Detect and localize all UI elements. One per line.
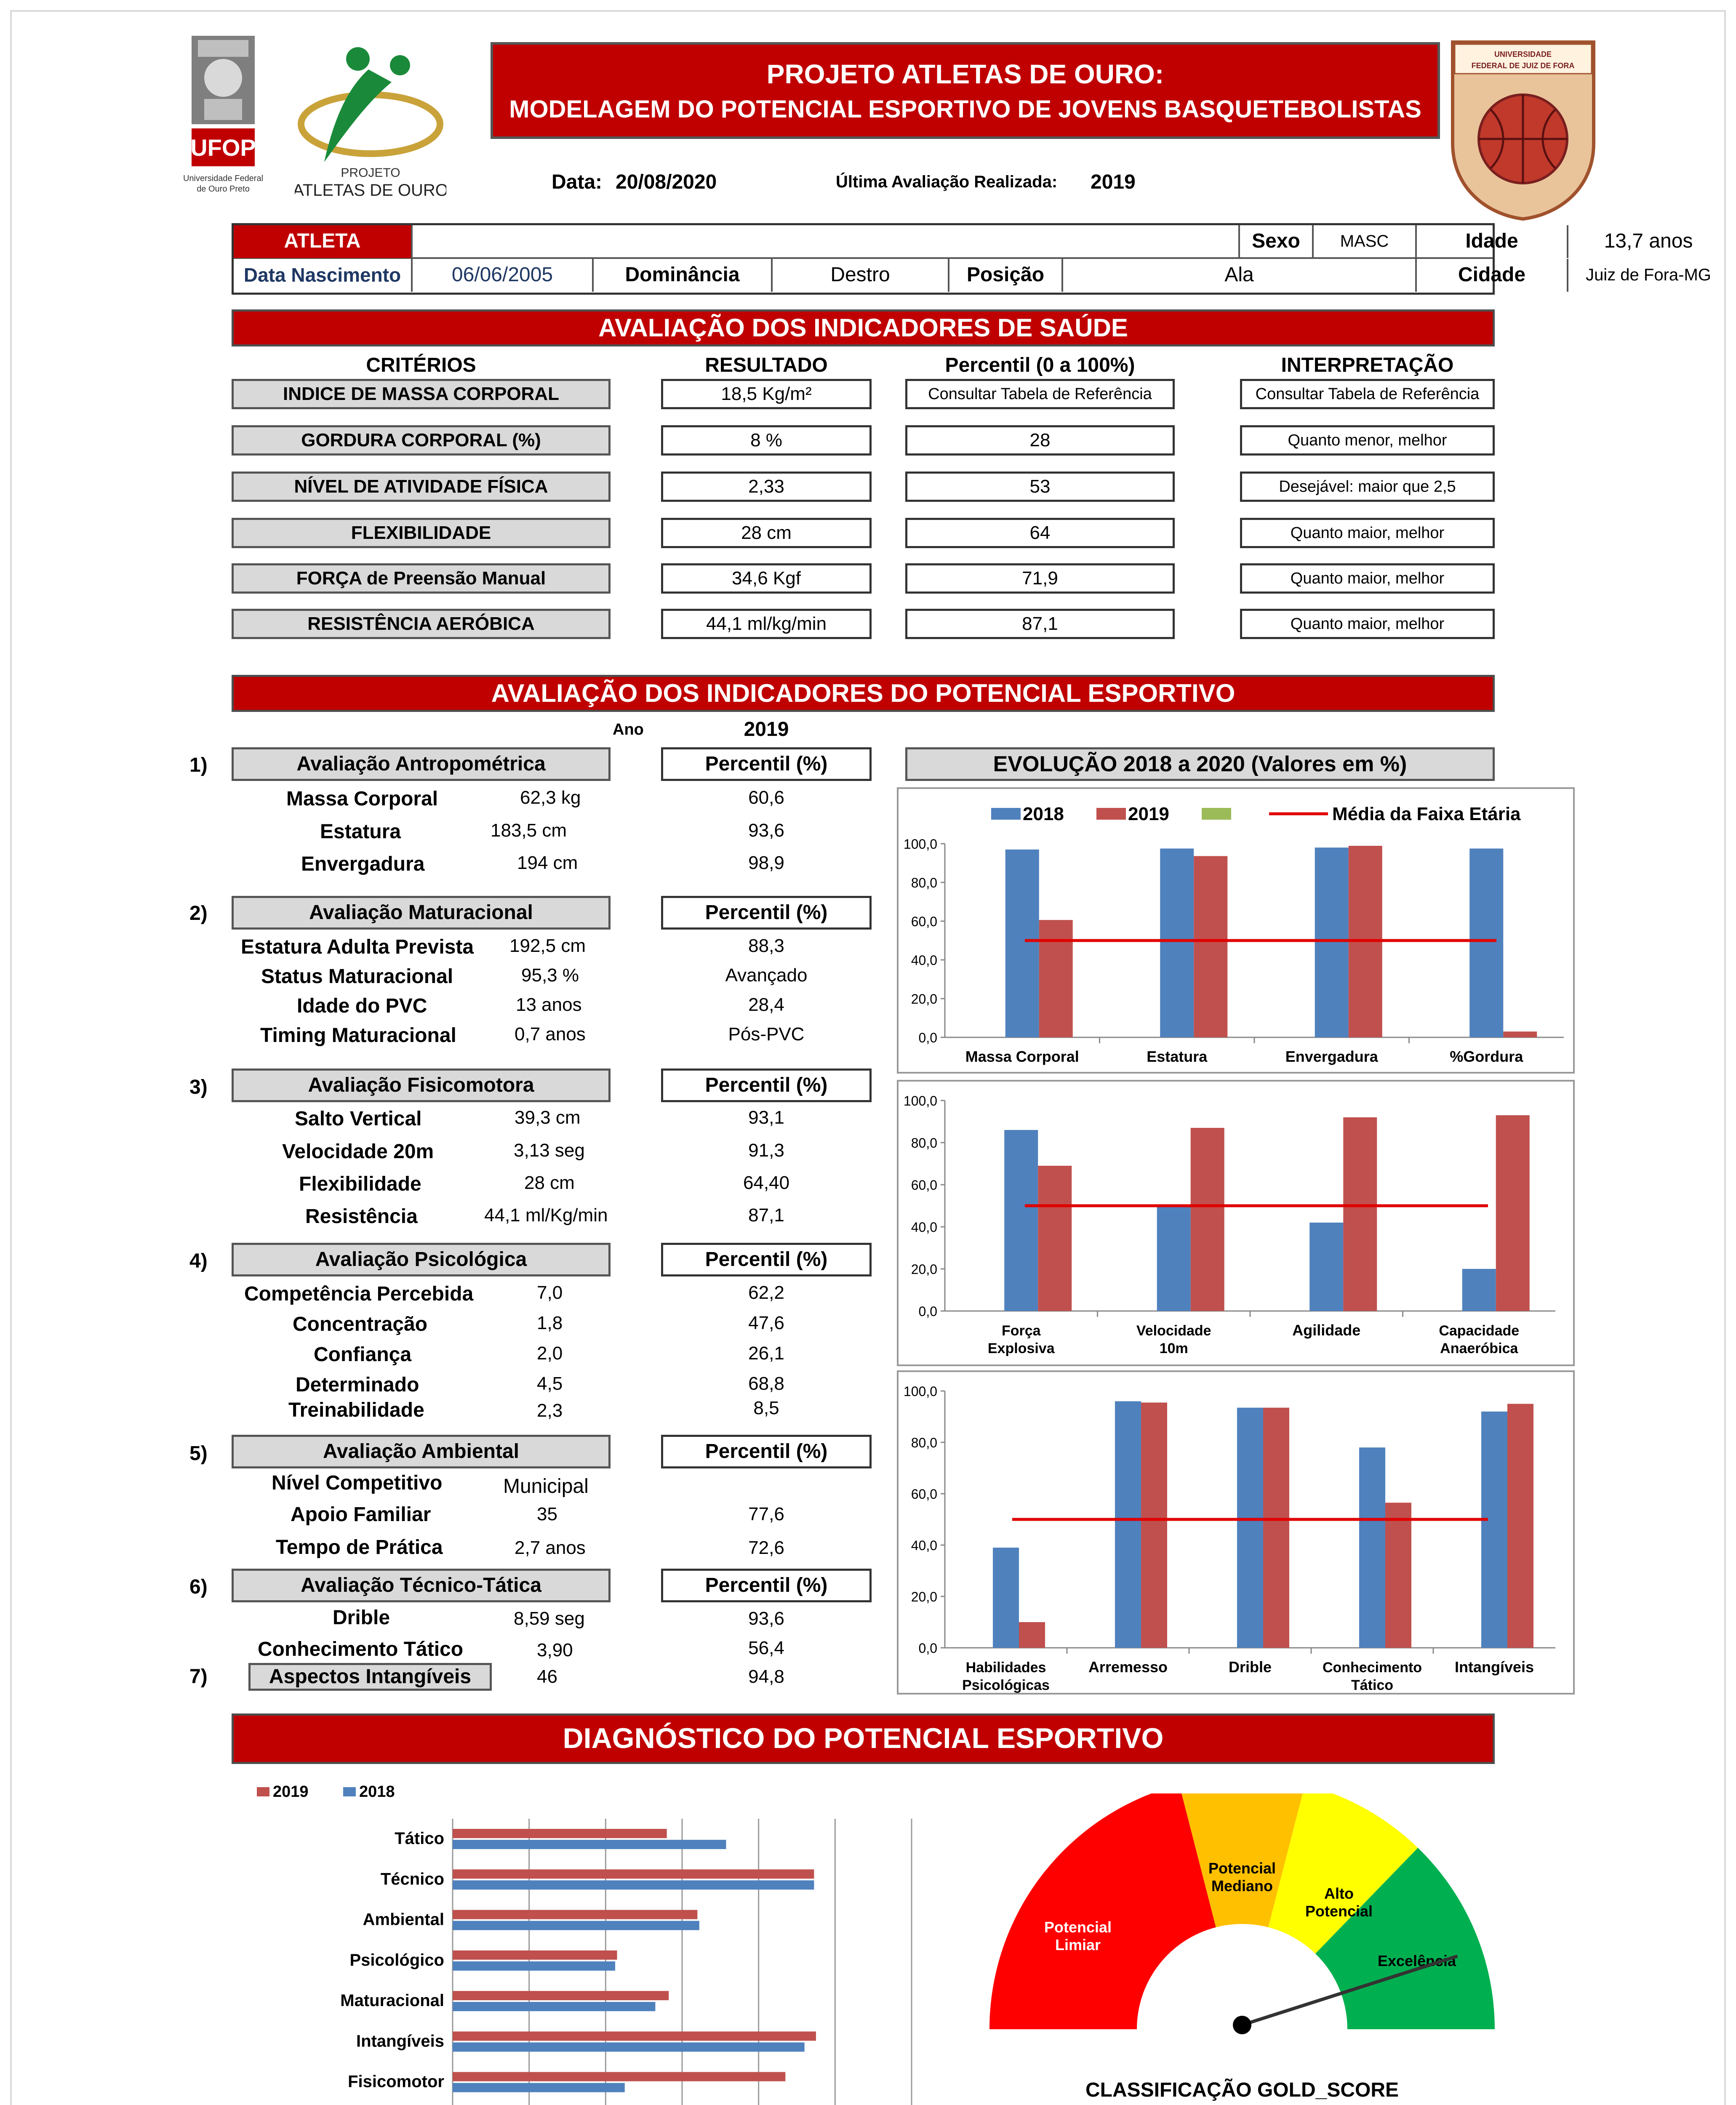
item-value: 62,3 kg [520,787,581,808]
health-criterion: INDICE DE MASSA CORPORAL [232,379,611,409]
bar-2018 [453,1921,699,1930]
item-percentile: 77,6 [748,1504,784,1524]
project-logo [295,40,446,204]
health-header-percentile: Percentil (0 a 100%) [945,354,1135,376]
legend-swatch-2020 [1202,808,1231,820]
item-percentile: 93,6 [748,820,784,841]
age-label: Idade [1417,225,1568,258]
item-name: Confiança [314,1343,412,1366]
y-tick-label: 40,0 [911,1220,937,1235]
item-percentile: 60,6 [748,787,784,808]
x-tick-label: Estatura [1147,1048,1208,1065]
item-name: Drible [333,1607,390,1629]
legend-label-average: Média da Faixa Etária [1332,804,1521,824]
health-result: 34,6 Kgf [661,563,872,594]
svg-text:UNIVERSIDADE: UNIVERSIDADE [1494,50,1552,59]
item-percentile: 93,6 [748,1608,784,1629]
y-tick-label: 80,0 [911,1435,937,1450]
item-percentile: 26,1 [748,1343,784,1364]
y-tick-label: 0,0 [918,1641,937,1656]
x-tick-label: Velocidade [1136,1323,1211,1339]
last-eval-label: Última Avaliação Realizada: [836,173,1058,191]
gauge-band-label: Limiar [1055,1936,1101,1953]
y-tick-label: Tático [395,1829,444,1848]
group-title-anthropometric: Avaliação Antropométrica [232,747,611,781]
item-name: Flexibilidade [299,1173,421,1195]
bar-2018 [1160,849,1194,1038]
bar-2018 [1237,1408,1263,1648]
ufop-logo [177,36,269,204]
city-value: Juiz de Fora-MG [1586,266,1711,284]
x-tick-label: Massa Corporal [965,1048,1079,1065]
item-percentile: Avançado [725,965,808,986]
item-percentile: 8,5 [753,1398,779,1418]
health-interpretation: Quanto maior, melhor [1240,518,1495,548]
y-tick-label: Psicológico [349,1950,444,1969]
diagnosis-section-banner: DIAGNÓSTICO DO POTENCIAL ESPORTIVO [232,1713,1495,1764]
x-tick-label: Drible [1228,1658,1272,1676]
potential-section-banner: AVALIAÇÃO DOS INDICADORES DO POTENCIAL ESPORTIVO [232,675,1495,712]
bar-2019 [1038,1166,1072,1311]
item-name: Resistência [305,1205,418,1228]
percentile-header: Percentil (%) [661,1243,872,1276]
x-tick-label: Habilidades [965,1660,1046,1676]
diagnosis-bar-chart [236,1772,952,2105]
gauge-title: CLASSIFICAÇÃO GOLD_SCORE [1085,2079,1399,2101]
bar-2019 [1141,1402,1167,1648]
item-value: 7,0 [537,1282,563,1303]
chart-physical [897,1080,1575,1366]
x-tick-label: Psicológicas [962,1677,1050,1693]
athlete-label: ATLETA [234,225,413,258]
item-percentile: 93,1 [748,1107,784,1128]
item-percentile: 72,6 [748,1537,784,1558]
date-label: Data: [552,171,603,193]
group-title-environmental: Avaliação Ambiental [232,1435,611,1468]
sex-label: Sexo [1240,225,1314,258]
legend-swatch-2018 [343,1787,356,1796]
item-name: Estatura [320,821,401,843]
y-tick-label: 60,0 [911,1178,937,1193]
group-number: 3) [189,1076,208,1098]
bar-2018 [453,2083,625,2092]
project-logo-small: PROJETO [341,166,400,180]
item-value: 8,59 seg [514,1608,585,1629]
item-value: 4,5 [537,1373,563,1394]
item-value: 44,1 ml/Kg/min [484,1205,608,1226]
bar-2019 [453,2072,785,2081]
percentile-header: Percentil (%) [661,1435,872,1468]
y-tick-label: Ambiental [363,1910,444,1929]
health-interpretation: Quanto maior, melhor [1240,563,1495,594]
x-tick-label: Anaeróbica [1440,1340,1518,1356]
chart-anthropometric [897,787,1575,1074]
y-tick-label: 40,0 [911,1538,937,1553]
bar-2019 [1194,856,1227,1037]
x-tick-label: Força [1001,1323,1041,1339]
bar-2018 [1004,1130,1038,1311]
ufjf-logo [1448,38,1598,223]
item-value: 192,5 cm [509,935,586,956]
bar-2019 [453,1991,669,2000]
health-header-criteria: CRITÉRIOS [366,354,476,376]
bar-2019 [1039,920,1073,1037]
item-name: Nível Competitivo [272,1472,443,1494]
group-number: 6) [189,1576,208,1598]
item-value: 2,3 [537,1400,563,1421]
report-title-line1: PROJETO ATLETAS DE OURO: [766,59,1164,89]
birth-value: 06/06/2005 [413,259,594,292]
group-title-maturational: Avaliação Maturacional [232,896,611,930]
item-value: 2,0 [537,1343,563,1364]
item-name: Salto Vertical [295,1108,422,1130]
item-value: 95,3 % [521,965,579,986]
bar-2019 [453,1869,814,1879]
age-value: 13,7 anos [1604,230,1693,252]
item-percentile: 47,6 [748,1313,784,1333]
item-value: 3,13 seg [514,1140,585,1161]
item-value: 0,7 anos [515,1024,586,1045]
item-value: 13 anos [516,994,582,1015]
health-result: 2,33 [661,472,872,502]
health-result: 18,5 Kg/m² [661,379,872,409]
item-value: 194 cm [517,853,578,873]
bar-2019 [1191,1128,1224,1311]
bar-2018 [453,2042,805,2052]
item-percentile: 28,4 [748,994,784,1015]
item-percentile: 62,2 [748,1282,784,1303]
item-name: Concentração [293,1313,428,1335]
svg-text:FEDERAL DE JUIZ DE FORA: FEDERAL DE JUIZ DE FORA [1471,61,1575,70]
item-value: 28 cm [524,1172,575,1193]
gauge-band-label: Alto [1324,1885,1354,1902]
health-percentile: 28 [905,425,1175,456]
legend-swatch-2019 [1096,808,1126,820]
legend-label-2018: 2018 [1023,804,1064,824]
intangible-title: Aspectos Intangíveis [248,1663,492,1691]
percentile-header: Percentil (%) [661,1569,872,1602]
chart-technical [897,1370,1575,1695]
last-eval-value: 2019 [1091,171,1136,193]
item-name: Tempo de Prática [276,1536,443,1559]
bar-2018 [1005,850,1039,1037]
group-number: 7) [189,1665,208,1688]
report-title-line2: MODELAGEM DO POTENCIAL ESPORTIVO DE JOVENS BASQUETEBOLISTAS [509,96,1421,123]
item-value: 39,3 cm [515,1107,581,1128]
item-name: Treinabilidade [288,1399,424,1421]
health-criterion: GORDURA CORPORAL (%) [232,425,611,456]
gauge-band-threshold [989,1793,1216,2029]
health-percentile: 64 [905,518,1175,548]
position-label: Posição [949,259,1063,292]
y-tick-label: Intangíveis [356,2032,444,2051]
gauge-band-label: Mediano [1211,1877,1273,1894]
year-value: 2019 [744,718,789,741]
group-number: 1) [189,754,208,776]
date-value: 20/08/2020 [616,171,717,193]
group-title-physical: Avaliação Fisicomotora [232,1068,611,1102]
bar-2019 [453,2031,816,2041]
legend-label-2019: 2019 [273,1783,309,1801]
item-percentile: 64,40 [743,1172,790,1193]
sex-value: MASC [1314,225,1417,258]
bar-2018 [1115,1401,1141,1648]
x-tick-label: Explosiva [987,1340,1055,1356]
svg-text:de Ouro Preto: de Ouro Preto [197,184,250,194]
item-value: 183,5 cm [491,820,567,841]
y-tick-label: 80,0 [911,875,937,890]
y-tick-label: 60,0 [911,1487,937,1502]
health-criterion: FORÇA de Preensão Manual [232,563,611,594]
item-percentile: 98,9 [748,853,784,873]
bar-2018 [1481,1412,1507,1648]
bar-2018 [453,1840,726,1849]
x-tick-label: %Gordura [1450,1048,1523,1065]
health-percentile: 53 [905,472,1175,502]
y-tick-label: 100,0 [903,837,937,852]
health-percentile: 87,1 [905,609,1175,639]
item-value: 35 [537,1504,557,1524]
bar-2018 [1462,1269,1496,1311]
dominance-value: Destro [773,259,949,292]
intangible-value: 46 [537,1666,557,1687]
y-tick-label: 80,0 [911,1135,937,1151]
health-result: 8 % [661,425,872,456]
bar-2019 [1503,1031,1537,1037]
health-result: 28 cm [661,518,872,548]
y-tick-label: 20,0 [911,1589,937,1604]
y-tick-label: Técnico [380,1870,444,1889]
group-title-psychological: Avaliação Psicológica [232,1243,611,1276]
bar-2019 [453,1910,697,1919]
project-logo-big: ATLETAS DE OURO [295,181,446,200]
item-value: 2,7 anos [515,1537,586,1558]
athlete-table [232,223,1711,295]
x-tick-label: Intangíveis [1454,1658,1534,1676]
bar-2018 [1309,1223,1343,1311]
year-label: Ano [613,721,644,738]
item-name: Idade do PVC [297,995,427,1017]
bar-2019 [1496,1115,1530,1311]
bar-2018 [1315,847,1349,1037]
y-tick-label: Fisicomotor [348,2072,444,2091]
item-percentile: 56,4 [748,1638,784,1658]
health-criterion: FLEXIBILIDADE [232,518,611,548]
gauge-band-label: Potencial [1044,1918,1112,1936]
y-tick-label: 20,0 [911,991,937,1007]
group-number: 2) [189,902,208,925]
city-label: Cidade [1417,259,1568,292]
gauge-needle-hub [1233,2016,1251,2034]
y-tick-label: 100,0 [903,1384,937,1399]
y-tick-label: 40,0 [911,953,937,968]
item-name: Estatura Adulta Prevista [241,936,474,958]
group-title-technical: Avaliação Técnico-Tática [232,1569,611,1602]
bar-2018 [993,1548,1019,1648]
bar-2019 [1507,1404,1533,1648]
svg-text:Universidade Federal: Universidade Federal [183,174,264,183]
health-interpretation: Desejável: maior que 2,5 [1240,472,1495,502]
item-name: Velocidade 20m [282,1140,434,1163]
health-percentile: 71,9 [905,563,1175,594]
athlete-name-value [413,225,1240,258]
gold-score-gauge [968,1793,1516,2105]
bar-2019 [1263,1408,1289,1648]
bar-2018 [1157,1206,1191,1311]
x-tick-label: Capacidade [1439,1323,1520,1339]
item-name: Envergadura [301,853,425,875]
x-tick-label: Tático [1351,1677,1394,1693]
y-tick-label: 0,0 [918,1030,937,1045]
percentile-header: Percentil (%) [661,747,872,781]
y-tick-label: 60,0 [911,914,937,929]
x-tick-label: Arremesso [1088,1658,1168,1676]
x-tick-label: 10m [1159,1340,1188,1356]
item-percentile: 88,3 [748,935,784,956]
group-number: 4) [189,1250,208,1272]
health-section-banner: AVALIAÇÃO DOS INDICADORES DE SAÚDE [232,309,1495,346]
item-name: Timing Maturacional [260,1024,456,1047]
item-percentile: 87,1 [748,1205,784,1226]
dominance-label: Dominância [594,259,773,292]
health-interpretation: Quanto menor, melhor [1240,425,1495,456]
legend-swatch-2019 [257,1787,269,1796]
health-interpretation: Quanto maior, melhor [1240,609,1495,639]
health-header-interpretation: INTERPRETAÇÃO [1281,354,1454,376]
bar-2018 [1359,1447,1385,1648]
bar-2018 [453,2002,655,2011]
bar-2018 [1469,849,1503,1038]
bar-2019 [1343,1117,1377,1311]
legend-swatch-2018 [991,808,1021,820]
item-percentile: 91,3 [748,1140,784,1161]
x-tick-label: Conhecimento [1322,1660,1422,1676]
item-name: Conhecimento Tático [258,1638,464,1660]
item-percentile: Pós-PVC [728,1024,805,1045]
bar-2018 [453,1961,615,1971]
gauge-band-label: Potencial [1208,1860,1276,1877]
health-criterion: NÍVEL DE ATIVIDADE FÍSICA [232,472,611,502]
y-tick-label: 100,0 [903,1093,937,1108]
group-number: 5) [189,1442,208,1465]
evolution-title: EVOLUÇÃO 2018 a 2020 (Valores em %) [905,747,1495,781]
item-percentile: 68,8 [748,1373,784,1394]
bar-2019 [453,1950,617,1960]
bar-2019 [453,1829,667,1838]
health-percentile: Consultar Tabela de Referência [905,379,1175,409]
item-value: 3,90 [537,1640,573,1660]
report-title-banner [491,42,1440,139]
ufop-abbr: UFOP [190,134,256,161]
x-tick-label: Agilidade [1292,1322,1361,1339]
percentile-header: Percentil (%) [661,896,872,930]
gauge-band-label: Potencial [1305,1902,1373,1920]
position-value: Ala [1063,259,1417,292]
health-criterion: RESISTÊNCIA AERÓBICA [232,609,611,639]
y-tick-label: 0,0 [918,1304,937,1319]
item-name: Status Maturacional [261,965,453,988]
item-name: Determinado [296,1374,419,1396]
item-name: Competência Percebida [244,1283,474,1305]
birth-label: Data Nascimento [234,259,413,292]
x-tick-label: Envergadura [1285,1048,1378,1065]
gauge-band-label: Excelência [1377,1952,1456,1969]
bar-2018 [453,1880,814,1889]
health-result: 44,1 ml/kg/min [661,609,872,639]
percentile-header: Percentil (%) [661,1068,872,1102]
item-name: Massa Corporal [286,788,438,810]
y-tick-label: 20,0 [911,1262,937,1277]
intangible-percentile: 94,8 [748,1666,784,1687]
health-interpretation: Consultar Tabela de Referência [1240,379,1495,409]
legend-label-2019: 2019 [1128,804,1169,824]
bar-2019 [1385,1503,1411,1648]
item-name: Apoio Familiar [291,1503,431,1526]
bar-2019 [1019,1622,1045,1648]
health-header-result: RESULTADO [705,354,828,376]
item-value: Municipal [503,1475,589,1497]
item-value: 1,8 [537,1313,563,1333]
legend-label-2018: 2018 [359,1783,395,1801]
y-tick-label: Maturacional [340,1991,444,2010]
